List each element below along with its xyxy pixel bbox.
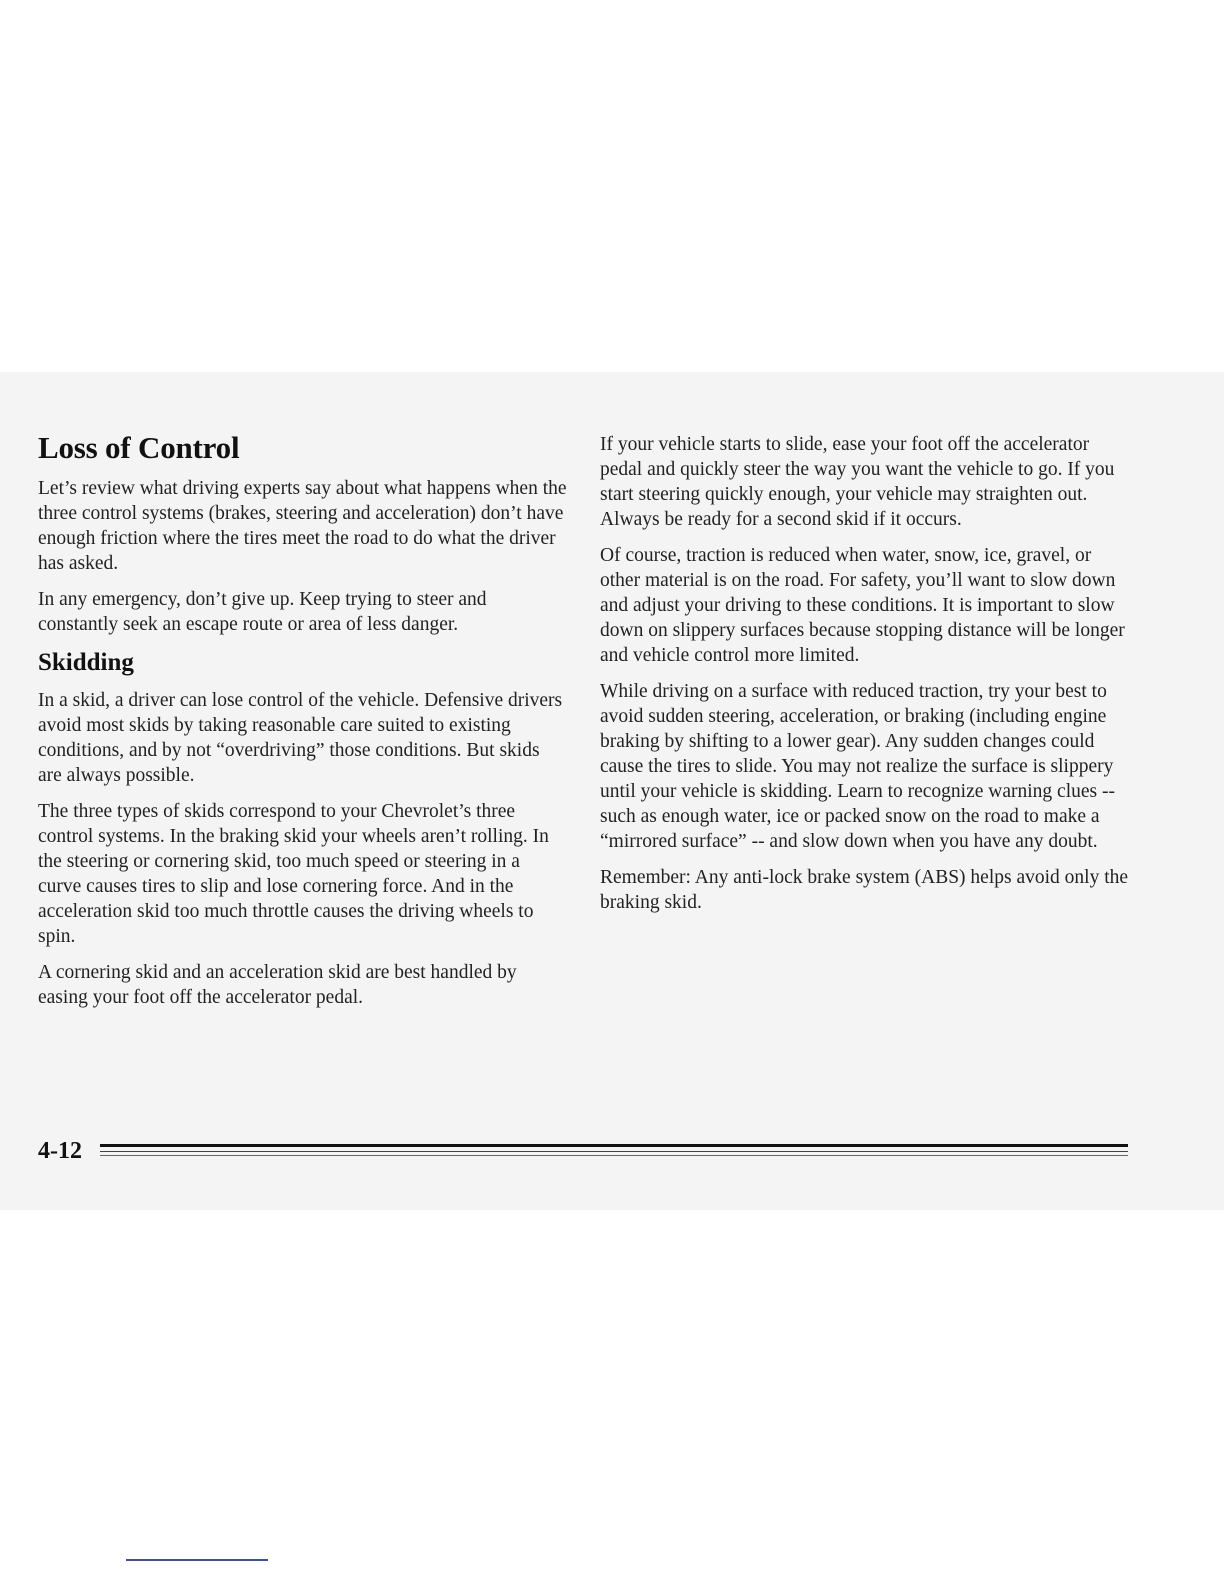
paragraph: While driving on a surface with reduced traction, try your best to avoid sudden steering, acceleration, or braking (including engine braking by shifting to a lower gear). Any sudden changes could cause the tires to slide. You may not realize the surface is slippery until your vehicle is skidding. Learn to recognize warning clues -- such as enough water, ice or packed snow on the road to make a “mirrored surface” -- and slow down when you have any doubt. (600, 681, 1115, 852)
paragraph: In any emergency, don’t give up. Keep trying to steer and constantly seek an escape route or area of less danger. (38, 589, 487, 635)
subsection-heading-skidding: Skidding (38, 649, 134, 676)
right-column (600, 432, 1130, 926)
paragraph: Of course, traction is reduced when water, snow, ice, gravel, or other material is on the road. For safety, you’ll want to slow down and adjust your driving to these conditions. It is important to slow down on slippery surfaces because stopping distance will be longer and vehicle control more limited. (600, 545, 1125, 666)
footer-rule-thin (100, 1151, 1128, 1152)
bottom-scroll-mark (126, 1559, 268, 1561)
paragraph: Let’s review what driving experts say about what happens when the three control systems (brakes, steering and acceleration) don’t have enough friction where the tires meet the road to do what the driver has asked. (38, 478, 567, 574)
paragraph: A cornering skid and an acceleration skid are best handled by easing your foot off the accelerator pedal. (38, 962, 517, 1008)
page-footer (38, 1134, 1128, 1170)
footer-rule-thick (100, 1144, 1128, 1147)
left-column (38, 430, 568, 1021)
paragraph: If your vehicle starts to slide, ease your foot off the accelerator pedal and quickly steer the way you want the vehicle to go. If you start steering quickly enough, your vehicle may straighten out. Always be ready for a second skid if it occurs. (600, 434, 1115, 530)
paragraph: The three types of skids correspond to your Chevrolet’s three control systems. In the braking skid your wheels aren’t rolling. In the steering or cornering skid, too much speed or steering in a curve causes tires to slip and lose cornering force. And in the acceleration skid too much throttle causes the driving wheels to spin. (38, 801, 549, 947)
paragraph: Remember: Any anti-lock brake system (ABS) helps avoid only the braking skid. (600, 867, 1129, 913)
footer-rule-thin (100, 1155, 1128, 1156)
paragraph: In a skid, a driver can lose control of the vehicle. Defensive drivers avoid most skids by taking reasonable care suited to existing conditions, and by not “overdriving” those conditions. But skids are always possible. (38, 690, 563, 786)
page-number: 4-12 (38, 1138, 82, 1164)
section-heading-loss-of-control: Loss of Control (38, 430, 240, 465)
